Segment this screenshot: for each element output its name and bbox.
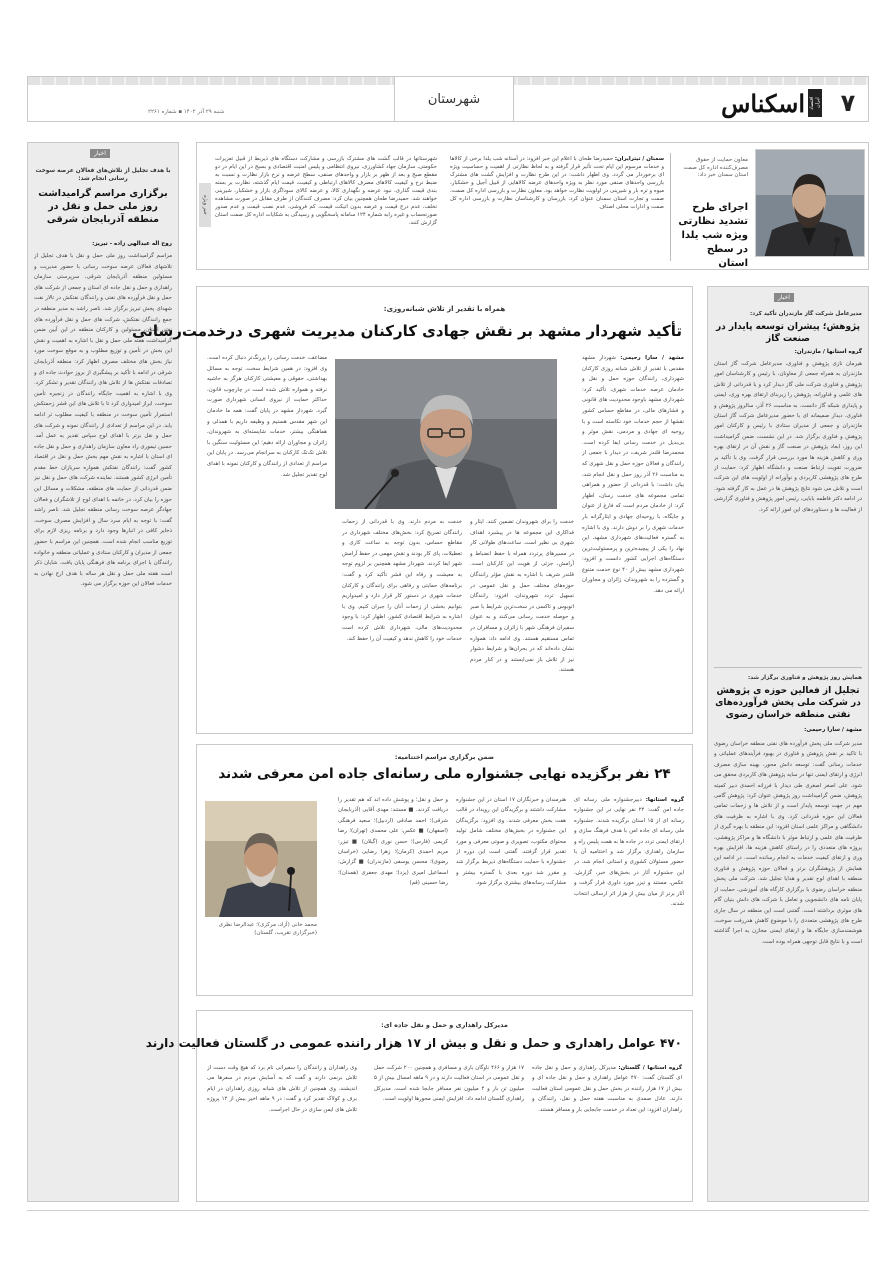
main-byline: مشهد / سارا رحیمی:: [620, 355, 684, 361]
festival-headline: ۲۴ نفر برگزیده نهایی جشنواره ملی رسانه‌ای جاده امن معرفی شدند: [218, 766, 671, 782]
right-kicker: با هدف تجلیل از تلاش‌های فعالان عرصه سوخت رسانی انجام شد:: [35, 168, 171, 182]
road-col1-text: مدیرکل راهداری و حمل و نقل جاده ای گلستان گفت: ۴۷۰ عوامل راهداری و حمل و نقل جاده ای و بیش از ۱۷ هزار راننده در بخش حمل و نقل عمومی استان فعالیت دارند. عادل صمدی به مناسبت هفته حمل و نقل، رانندگان و راهداران افزود: این تعداد در خدمت جابجایی بار و مسافر هستند.: [532, 1065, 682, 1113]
portrait-graphic: [755, 150, 864, 257]
festival-col3: و حمل و نقل؛ و پوشش داده اند که هم تقدیر را دریافت کردند. ■ مستند: مهدی آقایی (آذربایجان شرقی)؛ احمد صادقی (اردبیل)؛ سعید فرهنگی (اصفهان) ■ عکس: علی محمدی (تهران)؛ رضا کریمی (فارس)؛ حسن نوری (گیلان) ■ تیزر: مریم احمدی (کرمان)؛ زهرا رضایی (خراسان رضوی)؛ محسن یوسفی (مازندران) ■ گزارش: اسماعیل امیری (یزد)؛ مهدی جعفری (همدان)؛ رضا حسینی (قم): [338, 797, 448, 887]
right-byline: روح اله عبدالهی زاده - تبریز:: [92, 241, 172, 247]
main-col4: مضاعف، خدمت رسانی را پررنگ‌تر دنبال کرده است. وی افزود: در همین شرایط سخت، توجه به مسائل بهداشتی، حقوقی و معیشتی کارکنان هرگز به حاشیه نرفته و همواره تلاش شده است در چارچوب قانون، حداکثر حمایت از نیروی انسانی شهرداری صورت گیرد. شهردار مشهد در پایان گفت: همه ما خادمان این شهر مقدس هستیم و وظیفه داریم با همدلی و هماهنگی بیشتر، خدمات شایسته‌ای به شهروندان، زائران و مجاوران ارائه دهیم؛ این مسئولیت سنگین با تلاش تک‌تک کارکنان به سرانجام می‌رسد. در پایان این مراسم از تعدادی از رانندگان و کارکنان نمونه با اهدای لوح تقدیر تجلیل شد.: [207, 355, 327, 478]
main-kicker: همراه با تقدیر از تلاش شبانه‌روزی:: [383, 305, 506, 313]
festival-photo-caption: محمد خانی (آزاد، مرکزی)؛ عبدالرضا نظری (خبرگزاری تقریب، گلستان): [218, 922, 317, 936]
left-story2-body: مدیر شرکت ملی پخش فرآورده های نفتی منطقه خراسان رضوی با تاکید بر نقش پژوهش و فناوری در بهبود فرآیندهای عملیاتی و خدمات رسانی گفت: توسعه دانش محور، بهینه سازی مصرف انرژی و ارتقای ایمنی تنها در سایه پژوهش های کاربردی محقق می شود. علی اصغر اصغری طی دیدار با فرزانه احمدی دبیر کمیته پژوهش، ضمن گرامیداشت روز پژوهش عنوان کرد: پژوهش گامی مهم در جهت توسعه پایدار است و از تلاش ها و زحمات تمامی فعالان این حوزه قدردانی کرد. وی با اشاره به ظرفیت های دانشگاهی و مراکز علمی استان افزود: این منطقه با بهره گیری از ظرفیت های علمی و ارتباط موثر با دانشگاه ها و مراکز پژوهشی، پروژه های متعددی را در راستای کاهش هزینه ها، افزایش بهره وری و ارتقای کیفیت خدمات به انجام رسانده است. در ادامه این همایش از پژوهشگران برتر و فعالان حوزه پژوهش و فناوری منطقه با اهدای لوح تقدیر و هدایا تجلیل شد. شرکت ملی پخش منطقه خراسان رضوی با برگزاری کارگاه های آموزشی، حمایت از پایان نامه های دانشجویی و تعامل با شرکت های دانش بنیان گام های موثری برداشته است. گفتنی است این منطقه در سال جاری طرح های پژوهشی متعددی را با موضوع کاهش هدررفت سوخت، هوشمندسازی جایگاه ها و ارتقای ایمنی مخازن به اجرا گذاشته است و با نتایج قابل توجهی همراه بوده است.: [714, 741, 862, 945]
left-story1-body: هیرمان نازی پژوهش و فناوری، مدیرعامل شرکت گاز استان مازندران به همراه جمعی از معاونان، با رئیس و کارشناسان امور پژوهش و فناوری شرکت ملی گاز دیدار کرد و با قدردانی از تلاش های علمی و فناورانه، پژوهش را زیربنای ارتقای بهره وری، ایمنی و پایداری شبکه گاز دانست. به مناسبت ۲۶ آذر، سالروز پژوهش و فناوری، دیدار صمیمانه ای با حضور مدیرعامل شرکت گاز استان مازندران و جمعی از مدیران ستادی با رئیس و کارکنان امور پژوهش و فناوری برگزار شد. در این نشست، ضمن گرامیداشت این روز، ابعاد پژوهش در صنعت گاز و نقش آن در ارتقای بهره وری و کاهش هزینه ها مورد بررسی قرار گرفت. وی با تأکید بر ضرورت تقویت ارتباط صنعت و دانشگاه اظهار کرد: حمایت از طرح های پژوهشی کاربردی و نوآورانه از اولویت های این شرکت است و تلاش می شود نتایج پژوهش ها در عمل به کار گرفته شود. در ادامه دکتر فاطمه بابایی، رئیس امور پژوهش و فناوری گزارشی از فعالیت ها و دستاوردهای این امور ارائه کرد.: [714, 361, 862, 513]
road-byline: گروه استانها / گلستان:: [618, 1065, 682, 1071]
top-story-divider: [670, 153, 671, 261]
festival-story: [196, 744, 693, 996]
road-headline: ۴۷۰ عوامل راهداری و حمل و نقل و بیش از ۱۷ هزار راننده عمومی در گلستان فعالیت دارند: [145, 1036, 682, 1050]
logo-text: اسکناس: [721, 88, 805, 118]
mayor-photo-graphic: [335, 359, 557, 509]
side-tag-label: خبر ویژه: [202, 195, 208, 215]
right-headline: برگزاری مراسم گرامیداشت روز ملی حمل و نقل در منطقه آذربایجان شرقی: [38, 188, 168, 225]
main-story: [132, 286, 693, 734]
left-story1-kicker: مدیرعامل شرکت گاز مازندران تأکید کرد:: [750, 311, 862, 317]
page-number-box: [828, 85, 868, 121]
main-col3: خدمت به مردم دارند. وی با قدردانی از زحمات رانندگان تصریح کرد: بخش‌های مختلف شهرداری در مقاطع حساس، بدون توجه به ساعت کاری و تعطیلات، پای کار بودند و نقش مهمی در حفظ آرامش شهر ایفا کردند. شهردار مشهد همچنین بر لزوم توجه به معیشت و رفاه این قشر تأکید کرد و گفت: برنامه‌های حمایتی و رفاهی برای رانندگان و کارکنان خدمات شهری در دستور کار قرار دارد و امیدواریم بتوانیم بخشی از زحمات آنان را جبران کنیم. وی با اشاره به شرایط اقتصادی کشور، اظهار کرد: با وجود محدودیت‌های مالی، شهرداری تلاش کرده است خدمات خود را کاهش ندهد و کیفیت آن را حفظ کند.: [342, 519, 462, 642]
top-story-body-right: حمیدرضا طحان با اعلام این خبر افزود: در آستانه شب یلدا برخی از کالاها و خدمات مرسوم این ایام تحت تأثیر قرار گرفته و به لحاظ نظارتی از اهمیت و حساسیت ویژه ای برخوردار می گردد. وی اظهار داشت: در این طرح نظارت و افزایش گشت های مشترک بازرسی واحدهای صنفی مورد نظر به ویژه واحدهای عرضه کالاهایی از قبیل آجیل و خشکبار، میوه و تره بار و شیرینی در اولویت نظارت خواهد بود. معاون نظارت و بازرسی اداره کل صمت، صمت و تجارت استان سمنان عنوان کرد: بازرسان و کارشناسان نظارت و بازرسی اداره کل صمت و ادارات محلی اصناف: [450, 156, 664, 210]
road-story: [145, 1010, 693, 1202]
festival-col1: [574, 795, 684, 989]
main-col1: [582, 353, 684, 725]
main-col1-text: شهردار مشهد مقدس با تقدیر از تلاش شبانه روزی کارکنان شهرداری، رانندگان حوزه حمل و نقل و خادمان عرصه خدمات شهری، تأکید کرد: شهرداری مشهد باوجود محدودیت های قانونی و فشارهای مالی، در مقاطع حساس کشور نقشها از حجم خدمات خود نکاسته است و با روحیه ای جهادی و مردمی، نقش موثر و بی‌بدیل در خدمت رسانی ایفا کرده است. محمدرضا قلندر شریف، در دیدار با جمعی از رانندگان و فعالان حوزه حمل و نقل شهری که به مناسبت ۲۶ آذر روز حمل و نقل انجام شد، بیان داشت: با قدردانی از حضور و همراهی تمامی مجموعه های خدمت رسان، اظهار کرد: از خادمان مردم است که فارغ از عنوان و جایگاه، با روحیه‌ای جهادی و ایثارگرانه بار خدمات شهری را بر دوش دارند. وی با اشاره به گستره فعالیت‌های شهرداری مشهد، این نهاد را یکی از پیچیده‌ترین و پرمسئولیت‌ترین دستگاه‌های اجرایی کشور دانست و افزود: شهرداری مشهد بیش از ۴۰ نوع خدمت متنوع و گسترده را به شهروندان، زائران و مجاوران ارائه می دهد.: [582, 355, 684, 595]
left-story2-headline: تجلیل از فعالین حوزه ی پژوهش در شرکت ملی پخش فرآورده‌های نفتی منطقه خراسان رضوی: [715, 686, 861, 720]
page-number: ۷: [840, 89, 856, 117]
top-story-headline: اجرای طرح تشدید نظارتی ویژه شب یلدا در سطح استان: [678, 202, 748, 269]
top-story-byline: سمنان / تیترایران:: [614, 156, 664, 162]
festival-photo: [205, 801, 317, 917]
right-body: مراسم گرامیداشت روز ملی حمل و نقل با هدف تجلیل از تلاشهای فعالان عرصه سوخت رسانی با حضور مدیریت و مسئولین منطقه آذربایجان شرقی، سرپرستی سازمان راهداری و حمل و نقل جاده ای استان و جمعی از شرکت های حمل و نقل فرآورده های نفتی و رانندگان نفتکش در تالار نفت شهدای پخش تبریز برگزار شد. ناصر راشد به مدیر منطقه در جمع رانندگان نفتکش، شرکت های حمل و نقل فرآورده های نفتی استان، مسئولین و کارکنان منطقه در این آیین ضمن گرامیداشت هفته ملی حمل و نقل با اشاره به اهمیت و نقش این بخش در تأمین و توزیع مطلوب و به موقع سوخت مورد نیاز بخش های مختلف مصرف اظهار کرد: منطقه آذربایجان شرقی در ادامه با تأکید بر پیشگیری از بروز حوادث جاده ای و تصادفات نفتکش ها از تلاش های رانندگان تقدیر و تشکر کرد. وی با اشاره به اهمیت جایگاه رانندگان در زنجیره تأمین سوخت، ابراز امیدواری کرد تا با تلاش های این قشر زحمتکش استمرار تأمین سوخت در منطقه با کیفیت مطلوب تر ادامه یابد. در این مراسم از تعدادی از رانندگان نمونه و شرکت های حمل و نقل برتر با اهدای لوح سپاس تقدیر به عمل آمد. حسین تیموری راد معاون سازمان راهداری و حمل و نقل جاده ای استان با اشاره به نقش مهم بخش حمل و نقل در اقتصاد کشور گفت: رانندگان نفتکش همواره سربازان خط مقدم تأمین انرژی کشور هستند. نماینده شرکت های حمل و نقل نیز ضمن قدردانی از حمایت های منطقه، مشکلات و مسائل این حوزه را بیان کرد. در خاتمه با اهدای لوح از تلاشگران و فعالان جهادگر عرصه سوخت رسانی منطقه تجلیل شد. ناصر راشد گفت: با توجه به ایام سرد سال و افزایش مصرف سوخت، ذخایر کافی در انبارها وجود دارد و برنامه ریزی لازم برای توزیع مناسب انجام شده است. همچنین این مراسم با حضور جمعی از مدیران و کارکنان ستادی و عملیاتی منطقه و خانواده رانندگان با اجرای برنامه های فرهنگی پایان یافت. شایان ذکر است هفته ملی حمل و نقل هر ساله با هدف ارج نهادن به خدمات فعالان این حوزه برگزار می شود.: [34, 253, 172, 588]
main-col2: خدمت را برای شهروندان تضمین کنند. ایثار و فداکاری این مجموعه ها در پیشبرد اهداف شهری بی نظیر است. ساعت‌های طولانی کار در مسیرهای پرتردد همراه با حفظ انضباط و آرامش، جزئی از هویت این کارکنان است. قلندر شریف با اشاره به نقش مؤثر رانندگان حوزه‌های مختلف حمل و نقل عمومی در تسهیل تردد شهروندان، افزود: رانندگان اتوبوس و تاکسی در سخت‌ترین شرایط با صبر و حوصله خدمت رسانی می‌کنند و به عنوان سفیران فرهنگی شهر با زائران و مسافران در تماس مستقیم هستند. وی ادامه داد: همواره نشان داده‌اند که در بحران‌ها و شرایط دشوار نیز از تلاش باز نمی‌ایستند و در کنار مردم هستند.: [470, 519, 574, 674]
section-tab: [394, 77, 514, 121]
logo: [682, 86, 822, 120]
top-story-col-left: [215, 155, 437, 265]
side-tag: [199, 183, 211, 227]
road-col3: وی راهداران و رانندگان را سفیرانی نام برد که هیچ وقت دست از تلاش برنمی دارند و گفت که به آسایش مردم در سفرها می اندیشند. وی همچنین از تلاش های شبانه روزی راهداران در ایام برف و کولاک تقدیر کرد و گفت: در ۹ ماهه اخیر بیش از ۱۲ پروژه تلاش های ایمن سازی در حال اجراست.: [207, 1065, 357, 1113]
top-story-body-left: شهرستانها در قالب گشت های مشترک بازرسی و مشارکت دستگاه های ذیربط از قبیل تعزیرات حکومتی، سازمان جهاد کشاورزی، نیروی انتظامی و پلیس امنیت اقتصادی و بسیج در این ایام در دو مقطع صبح و بعد از ظهر بر بازار و واحدهای صنفی، سطح عرضه و نرخ بازار نظارت و نسبت به ضبط نرخ و کیفیت کالاهای مصرف کالاهای ارتباطی و کیفیت، قیمت ایام گذشته، نظارت بر بسته بندی قیمت گذاری، نبود عرضه و نگهداری کالا، و عرضه کالای سوداگری بازار و خشکبار، شیرینی خواهند شد. حمیدرضا طحان همچنین بیان کرد: مصرف کنندگان از طرف مقابل در صورت مشاهده تخلف، عدم درج قیمت و عرضه بدون اتیکت قیمت، کم فروشی، عدم نصب قیمت و عدم صدور صورتحساب و غیره رابه شماره ۱۲۴ سامانه پاسخگویی و رسیدگی به شکایات اداره کل صمت استان گزارش کنند.: [215, 156, 437, 226]
masthead: [27, 76, 869, 122]
left-story1-byline: گروه استانها / مازندران:: [794, 349, 862, 355]
top-story-portrait: [755, 149, 865, 257]
left-story2-byline: مشهد / سارا رحیمی:: [804, 727, 862, 733]
top-story: [196, 142, 869, 270]
date-line: شنبه ۲۹ آذر ۱۴۰۲ ▪ شماره ۲۲۶۱: [148, 109, 225, 115]
top-story-col-right: [450, 155, 664, 265]
festival-col2: هنرمندان و خبرنگاران ۱۷ استان در این جشنواره مشارکت داشتند و برگزیدگان این رویداد در قالب هفت بخش معرفی شدند. وی افزود: برگزیدگان این جشنواره در بخش‌های مختلف شامل تولید محتوای مکتوب، تصویری و صوتی معرفی و مورد تقدیر قرار گرفتند. گفتنی است این دوره از جشنواره با حمایت دستگاه‌های ذیربط برگزار شد و مقرر شد دوره بعدی با گستره بیشتر و مشارکت رسانه‌های بیشتری برگزار شود.: [456, 797, 566, 887]
section-title: شهرستان: [427, 91, 481, 107]
top-story-caption: معاون حمایت از حقوق مصرف‌کننده اداره کل صمت استان سمنان خبر داد:: [683, 157, 748, 178]
bottom-rule: [27, 1210, 869, 1211]
left-column: [707, 286, 869, 1202]
festival-kicker: ضمن برگزاری مراسم اختتامیه:: [394, 753, 495, 761]
right-column-tag: اخبار: [90, 149, 110, 158]
left-column-tag: اخبار: [774, 293, 794, 302]
festival-byline: گروه استانها:: [645, 797, 684, 803]
logo-sub: اقتصاد ایران: [808, 89, 822, 117]
road-col1: [532, 1063, 682, 1195]
left-divider: [714, 667, 862, 668]
festival-photo-graphic: [205, 801, 317, 917]
left-story1-headline: پژوهش؛ پیشران توسعه پایدار در صنعت گاز: [715, 322, 861, 344]
road-col2: ۱۷ هزار و ۴۶۶ ناوگان باری و مسافری و همچنین ۲۰۰ شرکت حمل و نقل عمومی در استان فعالیت دارند و در ۹ ماهه امسال بیش از ۵ میلیون تن بار و ۴ میلیون نفر مسافر جابجا شده است. مدیرکل راهداری گلستان ادامه داد: افزایش ایمنی محورها اولویت است.: [374, 1065, 524, 1103]
left-story2-kicker: همایش روز پژوهش و فناوری برگزار شد:: [748, 675, 862, 681]
main-photo: [335, 359, 557, 509]
festival-col1-text: دبیرجشنواره ملی رسانه ای جاده امن گفت: ۲۴ نفر نهایی در این جشنواره رسانه ای از ۱۵ استان برگزیده شدند. جشنواره ملی رسانه ای جاده امن با هدف فرهنگ سازی و ارتقای ایمنی تردد در جاده ها به همت پلیس راه و سازمان راهداری برگزار شد و اختتامیه آن با حضور مسئولان کشوری و استانی انجام شد. در این جشنواره آثار در بخش‌های خبر، گزارش، عکس، مستند و تیزر مورد داوری قرار گرفت و آثار برتر از میان بیش از هزار اثر ارسالی انتخاب شدند.: [574, 797, 684, 908]
road-kicker: مدیرکل راهداری و حمل و نقل جاده ای:: [381, 1021, 508, 1029]
main-headline: تأکید شهردار مشهد بر نقش جهادی کارکنان مدیریت شهری درخدمت‌رسانی: [132, 322, 682, 340]
